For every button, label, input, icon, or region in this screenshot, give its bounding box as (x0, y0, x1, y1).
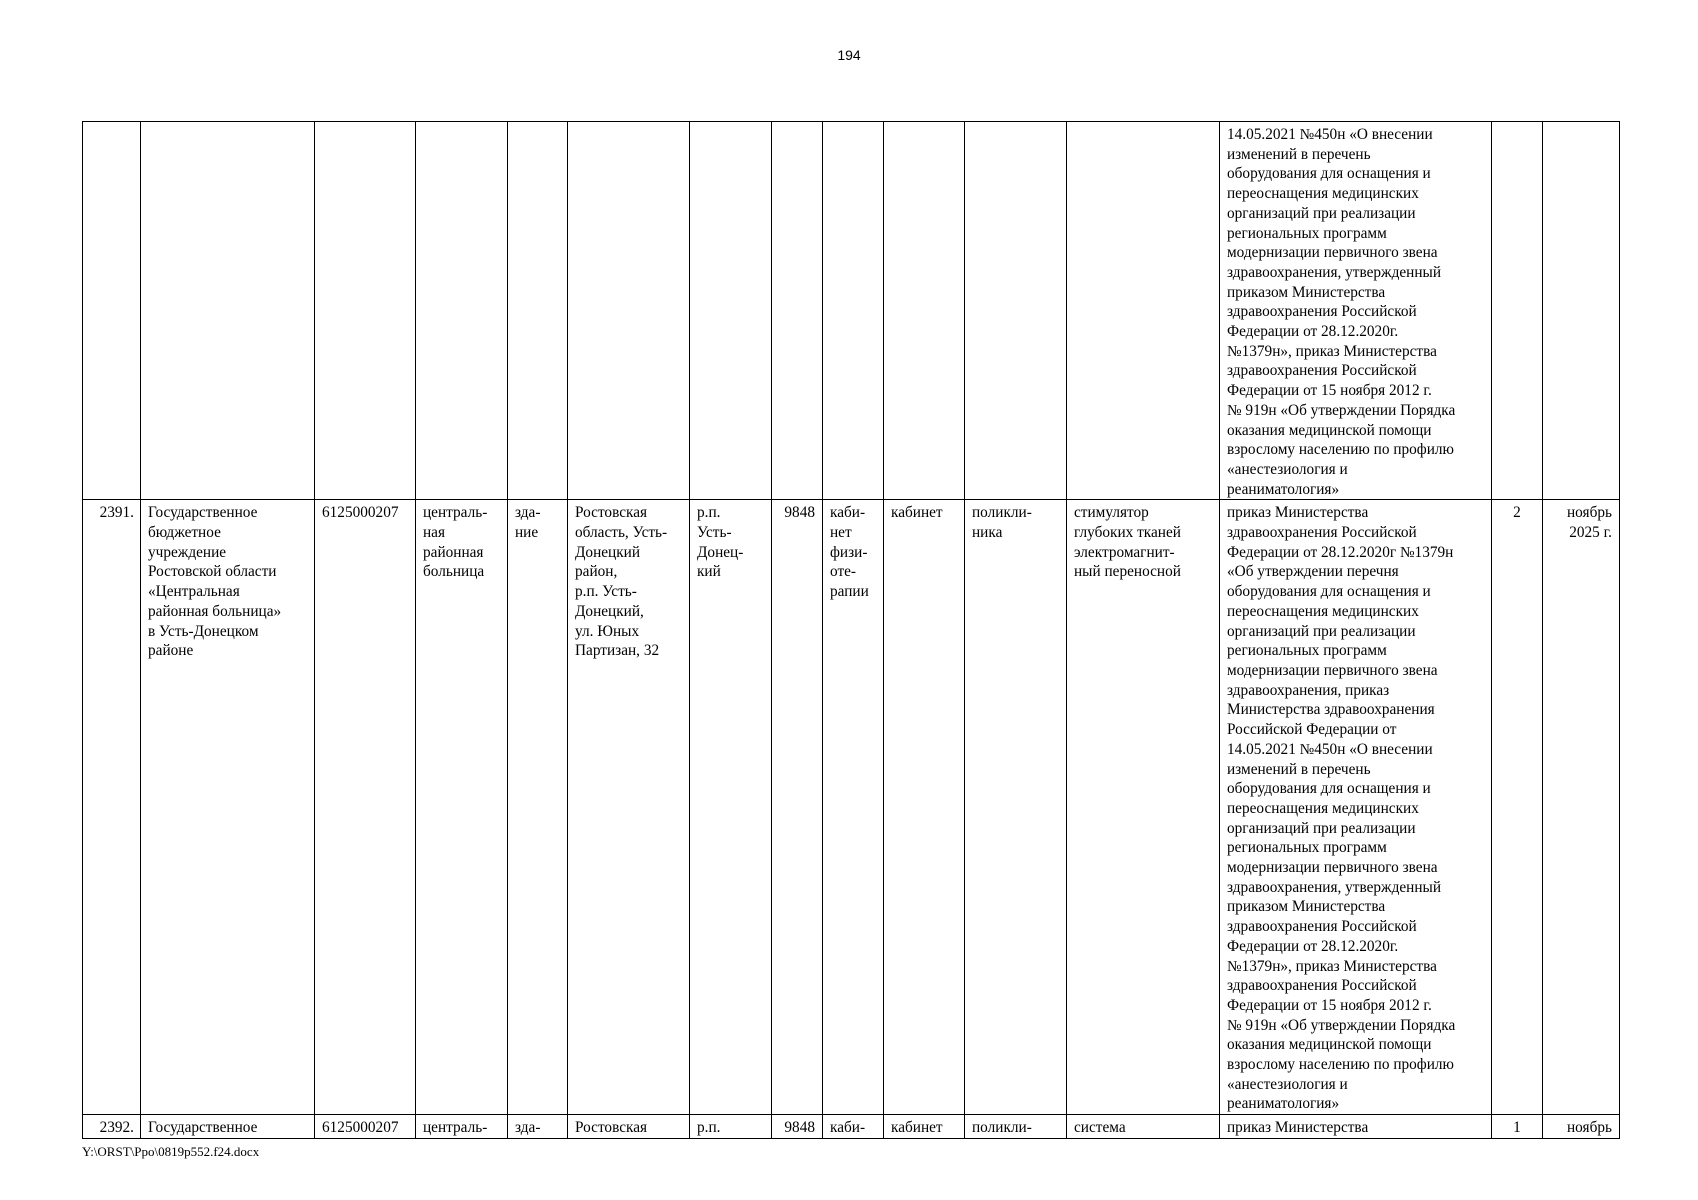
cell-date: ноябрь (1543, 1115, 1620, 1139)
cell-organization (141, 122, 315, 500)
cell-code (772, 122, 823, 500)
cell-equipment: система (1067, 1115, 1220, 1139)
cell-room: каби- (823, 1115, 884, 1139)
cell-settlement (690, 122, 772, 500)
table-row (83, 122, 1620, 500)
cell-room: каби- нет физи- оте- рапии (823, 500, 884, 1115)
cell-unit (965, 122, 1067, 500)
cell-room-type: кабинет (884, 1115, 965, 1139)
cell-organization: Государственное бюджетное учреждение Ростовской области «Центральная районная больница» в Усть-Донецком районе (141, 500, 315, 1115)
cell-address (568, 122, 690, 500)
cell-address: Ростовская (568, 1115, 690, 1139)
cell-unit: поликли- ника (965, 500, 1067, 1115)
cell-date: ноябрь 2025 г. (1543, 500, 1620, 1115)
cell-equipment: стимулятор глубоких тканей электромагнит- ный переносной (1067, 500, 1220, 1115)
table-row (83, 500, 1620, 1115)
equipment-table (82, 121, 1620, 1139)
cell-object: зда- (508, 1115, 568, 1139)
cell-equipment (1067, 122, 1220, 500)
table-row (83, 1115, 1620, 1139)
cell-unit: поликли- (965, 1115, 1067, 1139)
cell-inn (315, 122, 416, 500)
cell-org-type (416, 122, 508, 500)
cell-quantity: 1 (1492, 1115, 1543, 1139)
cell-inn: 6125000207 (315, 1115, 416, 1139)
cell-address: Ростовская область, Усть- Донецкий район, р.п. Усть- Донецкий, ул. Юных Партизан, 32 (568, 500, 690, 1115)
cell-quantity: 2 (1492, 500, 1543, 1115)
cell-room (823, 122, 884, 500)
cell-org-type: централь- ная районная больница (416, 500, 508, 1115)
cell-code: 9848 (772, 1115, 823, 1139)
cell-row-number: 2391. (83, 500, 141, 1115)
cell-org-type: централь- (416, 1115, 508, 1139)
document-file-path: Y:\ORST\Ppo\0819p552.f24.docx (82, 1144, 260, 1159)
cell-legal-basis: приказ Министерства здравоохранения Российской Федерации от 28.12.2020г №1379н «Об утверждении перечня оборудования для оснащения и переоснащения медицинских организаций при реализации региональных программ модернизации первичного звена здравоохранения, приказ Министерства здравоохранения Российской Федерации от 14.05.2021 №450н «О внесении изменений в перечень оборудования для оснащения и переоснащения медицинских организаций при реализации региональных программ модернизации первичного звена здравоохранения, утвержденный приказом Министерства здравоохранения Российской Федерации от 28.12.2020г. №1379н», приказ Министерства здравоохранения Российской Федерации от 15 ноября 2012 г. № 919н «Об утверждении Порядка оказания медицинской помощи взрослому населению по профилю «анестезиология и реаниматология» (1220, 500, 1492, 1115)
cell-object: зда- ние (508, 500, 568, 1115)
cell-legal-basis: 14.05.2021 №450н «О внесении изменений в перечень оборудования для оснащения и переоснащения медицинских организаций при реализации региональных программ модернизации первичного звена здравоохранения, утвержденный приказом Министерства здравоохранения Российской Федерации от 28.12.2020г. №1379н», приказ Министерства здравоохранения Российской Федерации от 15 ноября 2012 г. № 919н «Об утверждении Порядка оказания медицинской помощи взрослому населению по профилю «анестезиология и реаниматология» (1220, 122, 1492, 500)
cell-object (508, 122, 568, 500)
cell-organization: Государственное (141, 1115, 315, 1139)
cell-date (1543, 122, 1620, 500)
cell-row-number: 2392. (83, 1115, 141, 1139)
cell-room-type (884, 122, 965, 500)
cell-room-type: кабинет (884, 500, 965, 1115)
cell-code: 9848 (772, 500, 823, 1115)
cell-settlement: р.п. (690, 1115, 772, 1139)
cell-inn: 6125000207 (315, 500, 416, 1115)
page-number: 194 (837, 47, 861, 63)
cell-settlement: р.п. Усть- Донец- кий (690, 500, 772, 1115)
cell-row-number (83, 122, 141, 500)
cell-quantity (1492, 122, 1543, 500)
cell-legal-basis: приказ Министерства (1220, 1115, 1492, 1139)
